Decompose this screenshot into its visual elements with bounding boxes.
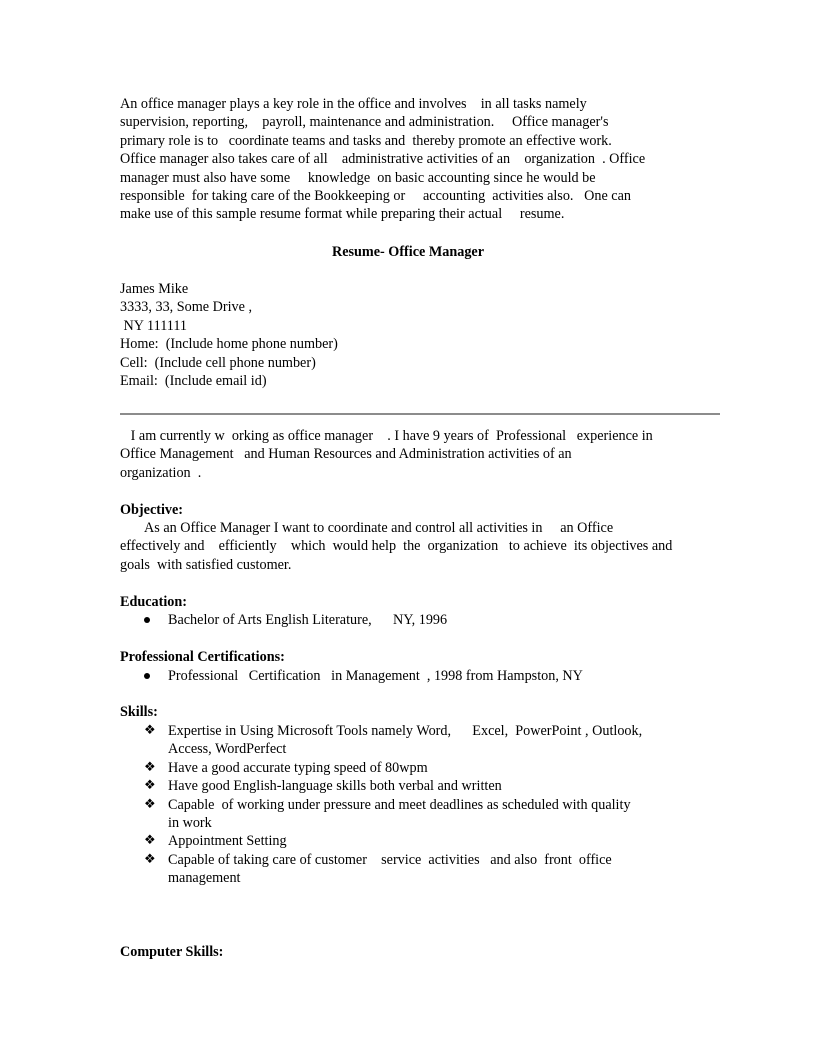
skill-item-text: Capable of working under pressure and meet deadlines as scheduled with quality <box>168 796 631 813</box>
list-item <box>120 851 720 888</box>
intro-line: An office manager plays a key role in the office and involves in all tasks namely <box>120 96 587 112</box>
four-diamond-bullet-icon: ❖ <box>144 723 156 738</box>
objective-paragraph <box>120 519 720 574</box>
list-item <box>120 832 720 850</box>
section-divider <box>120 413 720 415</box>
contact-email: Email: (Include email id) <box>120 372 267 389</box>
four-diamond-bullet-icon: ❖ <box>144 851 156 867</box>
summary-line: I am currently w orking as office manager . I have 9 years of Professional experience in <box>120 428 653 444</box>
list-item <box>120 777 720 795</box>
skill-item-text: Appointment Setting <box>168 833 287 850</box>
skill-item-text: Capable of taking care of customer service activities and also front office <box>168 851 612 868</box>
filled-circle-bullet-icon <box>144 617 150 623</box>
skill-item-text: Have good English-language skills both verbal and written <box>168 778 502 795</box>
intro-line: supervision, reporting, payroll, maintenance and administration. Office manager's <box>120 114 609 131</box>
list-item <box>120 759 720 777</box>
summary-paragraph <box>120 427 720 482</box>
list-item <box>120 611 720 629</box>
objective-line: As an Office Manager I want to coordinate and control all activities in an Office <box>120 520 614 536</box>
skill-item-text: management <box>168 870 241 887</box>
objective-line: goals with satisfied customer. <box>120 556 292 573</box>
list-item <box>120 796 720 833</box>
intro-line: make use of this sample resume format while preparing their actual resume. <box>120 206 565 223</box>
education-heading: Education: <box>120 594 188 610</box>
skills-list <box>120 722 720 888</box>
contact-block <box>120 280 720 390</box>
objective-line: effectively and efficiently which would help the organization to achieve its objectives and <box>120 538 673 555</box>
certification-item-text: Professional Certification in Management , 1998 from Hampston, NY <box>168 668 583 684</box>
four-diamond-bullet-icon: ❖ <box>144 833 156 849</box>
intro-line: responsible for taking care of the Bookkeeping or accounting activities also. One can <box>120 187 631 204</box>
contact-cell-phone: Cell: (Include cell phone number) <box>120 354 316 371</box>
four-diamond-bullet-icon: ❖ <box>144 778 156 794</box>
computer-skills-heading: Computer Skills: <box>120 944 224 960</box>
education-item-text: Bachelor of Arts English Literature, NY, 1996 <box>168 612 448 628</box>
skill-item-text: in work <box>168 814 212 831</box>
intro-line: Office manager also takes care of all administrative activities of an organization . Office <box>120 151 646 168</box>
intro-line: manager must also have some knowledge on basic accounting since he would be <box>120 169 596 186</box>
resume-title: Resume- Office Manager <box>331 244 485 260</box>
four-diamond-bullet-icon: ❖ <box>144 796 156 812</box>
filled-circle-bullet-icon <box>144 673 150 679</box>
contact-address: 3333, 33, Some Drive , <box>120 299 253 316</box>
contact-home-phone: Home: (Include home phone number) <box>120 336 338 353</box>
summary-line: organization . <box>120 464 202 481</box>
list-item <box>120 722 720 759</box>
contact-name: James Mike <box>120 281 189 297</box>
list-item <box>120 667 720 685</box>
four-diamond-bullet-icon: ❖ <box>144 759 156 775</box>
summary-line: Office Management and Human Resources and Administration activities of an <box>120 446 572 463</box>
objective-heading: Objective: <box>120 502 184 518</box>
skill-item-text: Have a good accurate typing speed of 80wpm <box>168 759 428 776</box>
skill-item-text: Expertise in Using Microsoft Tools namely Word, Excel, PowerPoint , Outlook, <box>168 723 643 739</box>
intro-paragraph <box>120 95 720 224</box>
skill-item-text: Access, WordPerfect <box>168 741 287 758</box>
skills-heading: Skills: <box>120 704 158 720</box>
certifications-heading: Professional Certifications: <box>120 649 285 665</box>
contact-city: NY 111111 <box>120 317 187 334</box>
education-list <box>120 611 720 629</box>
certifications-list <box>120 667 720 685</box>
intro-line: primary role is to coordinate teams and tasks and thereby promote an effective work. <box>120 132 612 149</box>
